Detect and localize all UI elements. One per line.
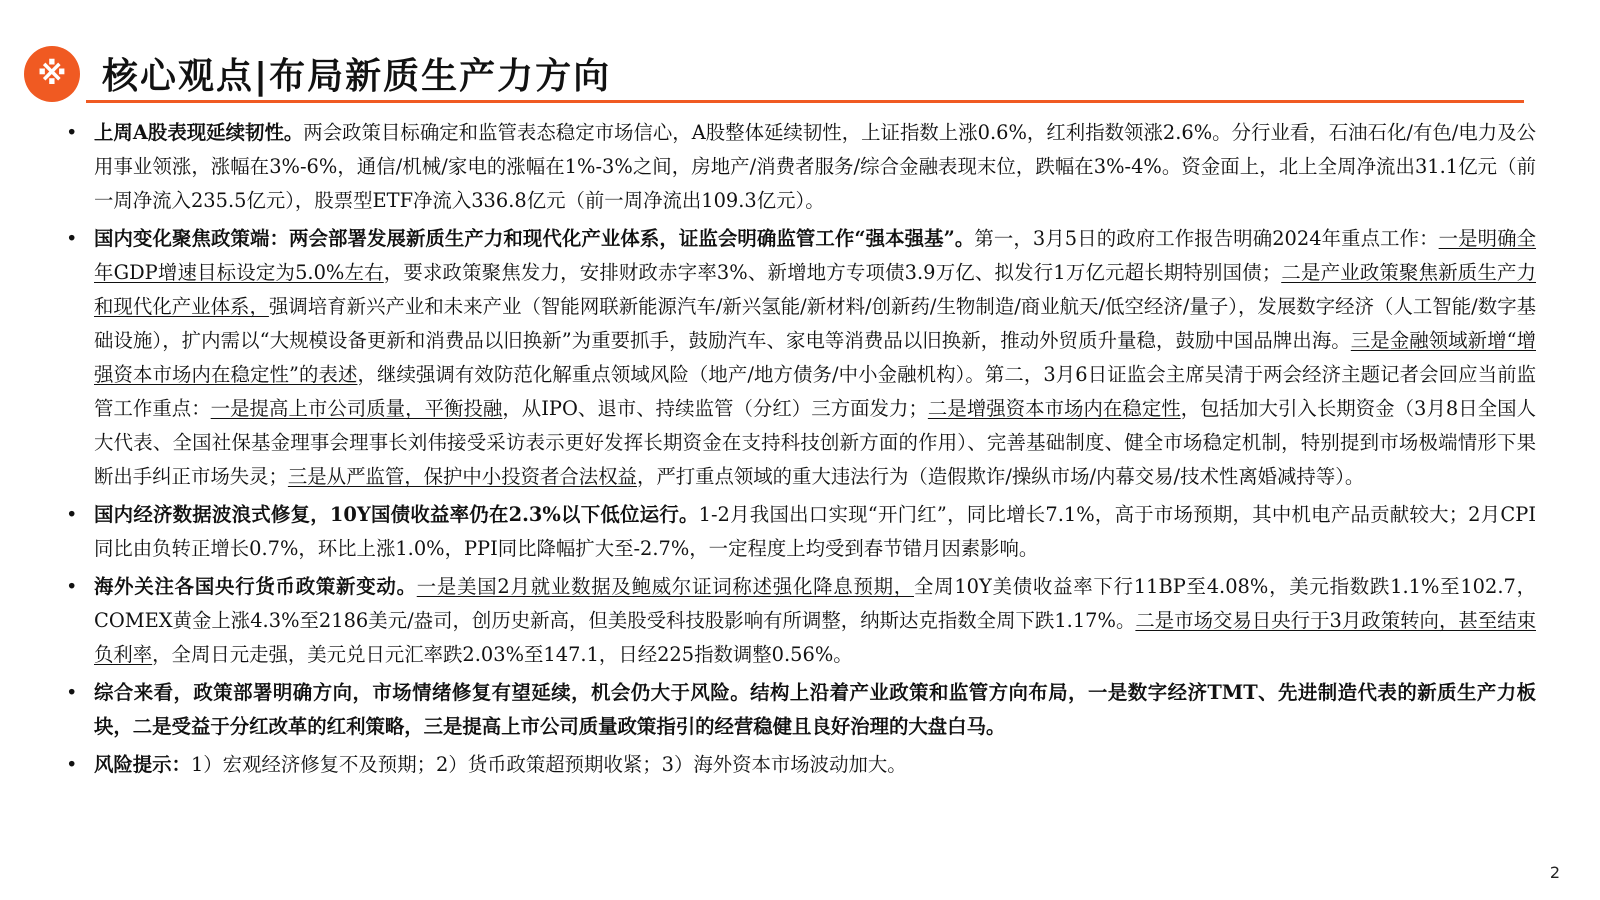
header-divider — [86, 100, 1524, 103]
underlined-text: 二是市场交易日央行于3月政策转向，甚至结束负利率 — [94, 609, 1536, 666]
bullet-overseas-monetary — [66, 570, 1536, 672]
bullet-conclusion — [66, 676, 1536, 744]
bullet-heading: 风险提示： — [94, 753, 191, 776]
bullet-text: 1-2月我国出口实现“开门红”，同比增长7.1%，高于市场预期，其中机电产品贡献较大；2月CPI同比由负转正增长0.7%，环比上涨1.0%，PPI同比降幅扩大至-2.7%，一定程度上均受到春节错月因素影响。 — [94, 503, 1536, 560]
asterisk-logo-icon: ※ — [24, 46, 80, 102]
slide-title: 核心观点|布局新质生产力方向 — [102, 56, 612, 97]
bullet-risk-warning — [66, 748, 1536, 782]
bullet-text: ，全周日元走强，美元兑日元汇率跌2.03%至147.1，日经225指数调整0.56%。 — [152, 643, 853, 666]
bullet-heading: 海外关注各国央行货币政策新变动。 — [94, 575, 417, 598]
bullet-text: ，包括加大引入长期资金（3月8日全国人大代表、全国社保基金理事会理事长刘伟接受采访表示更好发挥长期资金在支持科技创新方面的作用）、完善基础制度、健全市场稳定机制，特别提到市场极端情形下果断出手纠正市场失灵； — [94, 397, 1537, 488]
bullet-text: ，从IPO、退市、持续监管（分红）三方面发力； — [502, 397, 928, 420]
underlined-text: 二是增强资本市场内在稳定性 — [927, 397, 1181, 420]
bullet-text: 1）宏观经济修复不及预期；2）货币政策超预期收紧；3）海外资本市场波动加大。 — [190, 753, 907, 776]
underlined-text: 一是美国2月就业数据及鲍威尔证词称述强化降息预期， — [416, 575, 914, 598]
bullet-domestic-policy — [66, 222, 1536, 494]
page-number: 2 — [1549, 863, 1560, 882]
bullet-text: 两会政策目标确定和监管表态稳定市场信心，A股整体延续韧性，上证指数上涨0.6%，红利指数领涨2.6%。分行业看，石油石化/有色/电力及公用事业领涨，涨幅在3%-6%，通信/机械/家电的涨幅在1%-3%之间，房地产/消费者服务/综合金融表现末位，跌幅在3%-4%。资金面上，北上全周净流出31.1亿元（前一周净流入235.5亿元），股票型ETF净流入336.8亿元（前一周净流出109.3亿元）。 — [94, 121, 1537, 212]
bullet-domestic-economy — [66, 498, 1536, 566]
bullet-text: 强调培育新兴产业和未来产业（智能网联新能源汽车/新兴氢能/新材料/创新药/生物制造/商业航天/低空经济/量子），发展数字经济（人工智能/数字基础设施），扩内需以“大规模设备更新和消费品以旧换新”为重要抓手，鼓励汽车、家电等消费品以旧换新，推动外贸质升量稳，鼓励中国品牌出海。 — [94, 295, 1537, 352]
bullet-text: ，继续强调有效防范化解重点领域风险（地产/地方债务/中小金融机构）。第二，3月6日证监会主席吴清于两会经济主题记者会回应当前监管工作重点： — [94, 363, 1536, 420]
bullet-text: 全周10Y美债收益率下行11BP至4.08%，美元指数跌1.1%至102.7，COMEX黄金上涨4.3%至2186美元/盎司，创历史新高，但美股受科技股影响有所调整，纳斯达克指数全周下跌1.17%。 — [94, 575, 1537, 632]
bullet-heading: 国内经济数据波浪式修复，10Y国债收益率仍在2.3%以下低位运行。 — [94, 503, 699, 526]
underlined-text: 三是从严监管，保护中小投资者合法权益 — [287, 465, 637, 488]
key-points-list — [66, 116, 1536, 786]
bullet-text: ，严打重点领域的重大违法行为（造假欺诈/操纵市场/内幕交易/技术性离婚减持等）。 — [636, 465, 1365, 488]
bullet-text: ，要求政策聚焦发力，安排财政赤字率3%、新增地方专项债3.9万亿、拟发行1万亿元超长期特别国债； — [383, 261, 1282, 284]
bullet-a-share-performance — [66, 116, 1536, 218]
underlined-text: 一是提高上市公司质量，平衡投融 — [210, 397, 503, 420]
underlined-text: 三是金融领域新增“增强资本市场内在稳定性”的表述 — [94, 329, 1536, 386]
bullet-heading: 综合来看，政策部署明确方向，市场情绪修复有望延续，机会仍大于风险。结构上沿着产业政策和监管方向布局，一是数字经济TMT、先进制造代表的新质生产力板块，二是受益于分红改革的红利策略，三是提高上市公司质量政策指引的经营稳健且良好治理的大盘白马。 — [94, 681, 1536, 738]
bullet-heading: 上周A股表现延续韧性。 — [94, 121, 304, 144]
underlined-text: 一是明确全年GDP增速目标设定为5.0%左右 — [94, 227, 1537, 284]
slide-header — [24, 40, 1524, 106]
bullet-text: 第一，3月5日的政府工作报告明确2024年重点工作： — [974, 227, 1439, 250]
underlined-text: 二是产业政策聚焦新质生产力和现代化产业体系， — [94, 261, 1536, 318]
bullet-heading: 国内变化聚焦政策端：两会部署发展新质生产力和现代化产业体系，证监会明确监管工作“强本强基”。 — [94, 227, 975, 250]
